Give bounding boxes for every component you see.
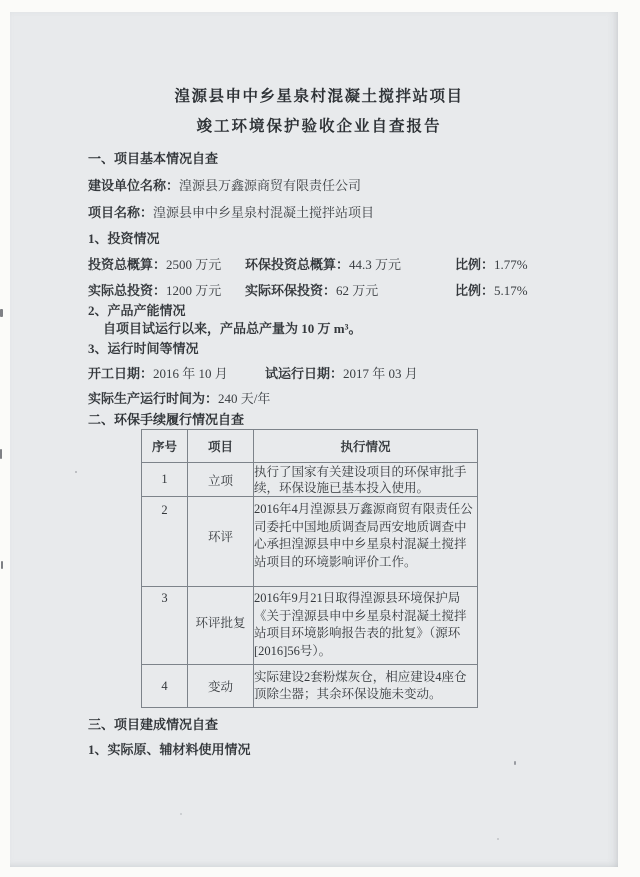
row4-no: 4	[142, 665, 188, 708]
scan-noise-speck	[75, 471, 77, 473]
investment-estimate-row	[88, 256, 550, 274]
row1-detail: 执行了国家有关建设项目的环保审批手续，环保设施已基本投入使用。	[254, 463, 478, 497]
row3-detail: 2016年9月21日取得湟源县环境保护局《关于湟源县申中乡星泉村混凝土搅拌站项目环境影响报告表的批复》（源环[2016]56号）。	[254, 587, 478, 665]
capacity-text: 自项目试运行以来，产品总产量为 10 万 m³。	[103, 321, 362, 336]
runtime-line	[88, 390, 550, 408]
section2-heading: 二、环保手续履行情况自查	[88, 412, 245, 427]
section1-heading: 一、项目基本情况自查	[88, 151, 219, 166]
document-subtitle: 竣工环境保护验收企业自查报告	[196, 118, 442, 135]
document-title: 湟源县申中乡星泉村混凝土搅拌站项目	[174, 88, 464, 105]
trial-date: 试运行日期：2017 年 03 月	[265, 366, 418, 381]
row4-detail: 实际建设2套粉煤灰仓，相应建设4座仓顶除尘器；其余环保设施未变动。	[254, 665, 478, 708]
project-name-line	[88, 204, 550, 222]
invest-total-estimate: 投资总概算：2500 万元	[88, 257, 222, 272]
construction-unit-line	[88, 177, 550, 195]
scan-noise-speck	[0, 449, 2, 459]
scanned-document-page	[10, 12, 618, 867]
title-block	[88, 88, 550, 136]
table-header-row	[142, 430, 478, 463]
project-name-value: 湟源县申中乡星泉村混凝土搅拌站项目	[153, 205, 375, 220]
table-row	[142, 497, 478, 587]
dates-row	[88, 365, 550, 383]
row2-detail: 2016年4月湟源县万鑫源商贸有限责任公司委托中国地质调查局西安地质调查中心承担湟源县申中乡星泉村混凝土搅拌站项目的环境影响评价工作。	[254, 497, 478, 587]
scan-noise-speck	[1, 561, 3, 569]
invest-total-actual: 实际总投资：1200 万元	[88, 283, 222, 298]
runtime-value: 240 天/年	[218, 391, 271, 406]
start-date: 开工日期：2016 年 10 月	[88, 366, 228, 381]
header-no: 序号	[142, 430, 188, 463]
procedures-table	[141, 429, 478, 708]
row4-item: 变动	[188, 665, 254, 708]
runtime-label: 实际生产运行时间为：	[88, 391, 219, 406]
row2-no: 2	[142, 497, 188, 587]
section3-heading: 三、项目建成情况自查	[88, 717, 219, 732]
scan-noise-speck	[497, 838, 499, 840]
scan-noise-speck	[0, 309, 3, 317]
row3-item: 环评批复	[188, 587, 254, 665]
capacity-heading: 2、产品产能情况	[88, 303, 186, 318]
project-name-label: 项目名称：	[88, 205, 154, 220]
scan-noise-speck	[180, 813, 182, 815]
construction-unit-label: 建设单位名称：	[88, 178, 180, 193]
table-row	[142, 587, 478, 665]
construction-unit-value: 湟源县万鑫源商贸有限责任公司	[179, 178, 362, 193]
row2-item: 环评	[188, 497, 254, 587]
runtime-heading: 3、运行时间等情况	[88, 341, 199, 356]
investment-actual-row	[88, 282, 550, 300]
estimate-ratio: 比例：1.77%	[455, 257, 528, 272]
header-item: 项目	[188, 430, 254, 463]
table-row	[142, 665, 478, 708]
env-invest-actual: 实际环保投资：62 万元	[245, 283, 379, 298]
scan-noise-speck	[514, 761, 516, 765]
actual-ratio: 比例：5.17%	[455, 283, 528, 298]
row1-item: 立项	[188, 463, 254, 497]
table-row	[142, 463, 478, 497]
investment-heading: 1、投资情况	[88, 231, 160, 246]
row1-no: 1	[142, 463, 188, 497]
row3-no: 3	[142, 587, 188, 665]
section3-sub-heading: 1、实际原、辅材料使用情况	[88, 742, 251, 757]
env-invest-estimate: 环保投资总概算：44.3 万元	[245, 257, 402, 272]
document-content	[88, 12, 550, 759]
header-detail: 执行情况	[254, 430, 478, 463]
